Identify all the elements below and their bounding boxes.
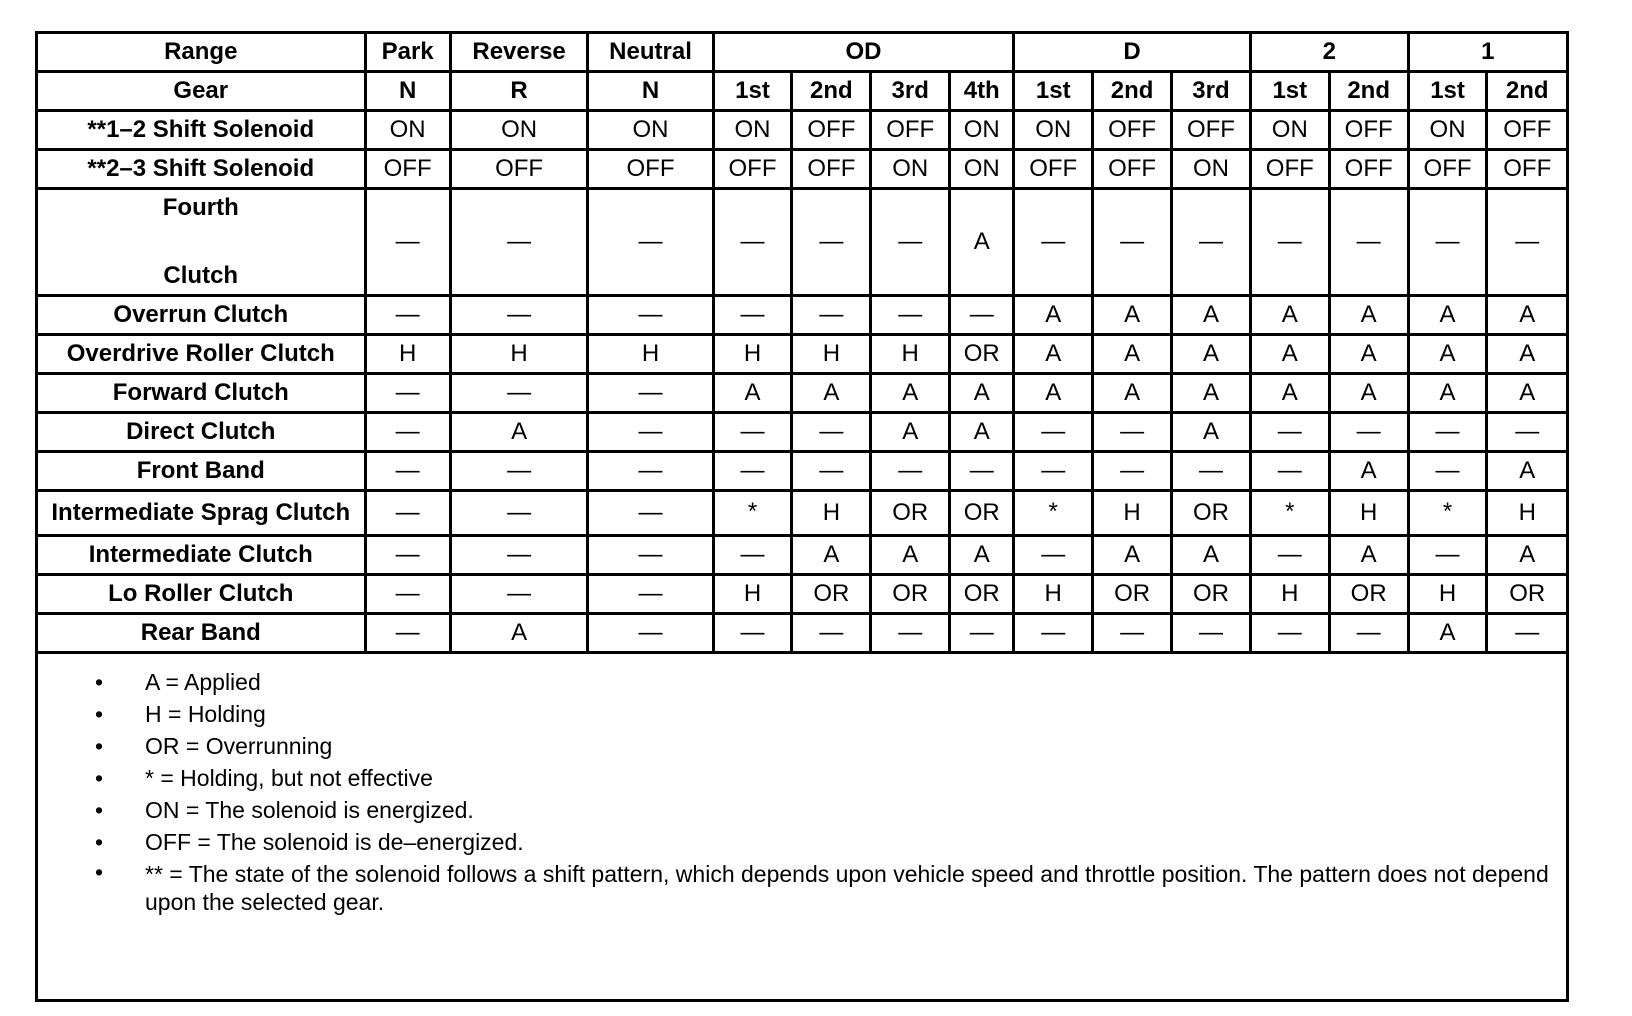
- state-cell: H: [1250, 575, 1329, 614]
- state-cell: OR: [950, 575, 1014, 614]
- state-cell: A: [1329, 335, 1408, 374]
- state-cell: A: [1487, 536, 1566, 575]
- component-label-stack: [38, 194, 364, 290]
- component-row: [38, 374, 1566, 413]
- state-cell: OFF: [1093, 111, 1172, 150]
- state-cell: *: [1250, 491, 1329, 536]
- range-group-header: Neutral: [588, 34, 713, 72]
- state-cell: H: [365, 335, 450, 374]
- state-cell: H: [871, 335, 950, 374]
- state-cell: H: [450, 335, 588, 374]
- state-cell: —: [450, 452, 588, 491]
- state-cell: —: [950, 614, 1014, 653]
- state-cell: A: [1487, 452, 1566, 491]
- state-cell: A: [1250, 296, 1329, 335]
- state-cell: OFF: [365, 150, 450, 189]
- state-cell: A: [1172, 296, 1251, 335]
- legend-item: [38, 794, 1566, 826]
- state-cell: —: [1329, 189, 1408, 296]
- state-cell: A: [1093, 536, 1172, 575]
- component-row: [38, 150, 1566, 189]
- range-header-label: Range: [38, 34, 365, 72]
- state-cell: —: [450, 575, 588, 614]
- state-cell: —: [871, 452, 950, 491]
- component-row: [38, 296, 1566, 335]
- component-label: Lo Roller Clutch: [38, 575, 365, 614]
- state-cell: —: [1250, 452, 1329, 491]
- gear-header-cell: 3rd: [871, 72, 950, 111]
- legend-text: H = Holding: [145, 701, 266, 727]
- range-group-header: 2: [1250, 34, 1408, 72]
- state-cell: —: [713, 536, 792, 575]
- legend-text: OFF = The solenoid is de–energized.: [145, 829, 524, 855]
- state-cell: —: [365, 452, 450, 491]
- gear-header-cell: 2nd: [1487, 72, 1566, 111]
- range-group-header: Reverse: [450, 34, 588, 72]
- component-row: [38, 614, 1566, 653]
- state-cell: ON: [1014, 111, 1093, 150]
- state-cell: —: [588, 374, 713, 413]
- state-cell: A: [1408, 614, 1487, 653]
- state-cell: —: [1172, 452, 1251, 491]
- gear-header-cell: 2nd: [1093, 72, 1172, 111]
- component-label: Forward Clutch: [38, 374, 365, 413]
- state-cell: A: [1172, 413, 1251, 452]
- state-cell: —: [1014, 189, 1093, 296]
- component-label: Overdrive Roller Clutch: [38, 335, 365, 374]
- component-row: [38, 491, 1566, 536]
- state-cell: —: [1093, 614, 1172, 653]
- state-cell: —: [792, 296, 871, 335]
- state-cell: A: [950, 536, 1014, 575]
- state-cell: —: [871, 189, 950, 296]
- state-cell: OFF: [792, 150, 871, 189]
- state-cell: —: [713, 614, 792, 653]
- state-cell: —: [365, 536, 450, 575]
- state-cell: OFF: [871, 111, 950, 150]
- state-cell: —: [1408, 452, 1487, 491]
- bullet-icon: •: [95, 733, 104, 759]
- state-cell: —: [1408, 413, 1487, 452]
- gear-header-cell: 1st: [1250, 72, 1329, 111]
- state-cell: —: [713, 452, 792, 491]
- bullet-icon: •: [95, 859, 104, 885]
- component-row: [38, 413, 1566, 452]
- state-cell: A: [950, 413, 1014, 452]
- state-cell: *: [1014, 491, 1093, 536]
- component-label: Intermediate Clutch: [38, 536, 365, 575]
- component-label-bottom: Clutch: [163, 262, 239, 289]
- state-cell: —: [365, 413, 450, 452]
- component-row: [38, 111, 1566, 150]
- state-cell: OR: [1093, 575, 1172, 614]
- state-cell: —: [588, 452, 713, 491]
- component-label: Rear Band: [38, 614, 365, 653]
- state-cell: —: [365, 575, 450, 614]
- state-cell: A: [1172, 374, 1251, 413]
- state-cell: —: [1487, 614, 1566, 653]
- bullet-icon: •: [95, 797, 104, 823]
- component-row: [38, 335, 1566, 374]
- shift-solenoid-application-chart: [35, 31, 1569, 1002]
- bullet-icon: •: [95, 765, 104, 791]
- state-cell: —: [871, 614, 950, 653]
- state-cell: OFF: [1250, 150, 1329, 189]
- state-cell: —: [365, 189, 450, 296]
- state-cell: A: [950, 374, 1014, 413]
- component-row: [38, 189, 1566, 296]
- state-cell: A: [1172, 335, 1251, 374]
- state-cell: ON: [365, 111, 450, 150]
- state-cell: OFF: [1408, 150, 1487, 189]
- state-cell: —: [1093, 413, 1172, 452]
- state-cell: —: [1250, 413, 1329, 452]
- state-cell: —: [365, 296, 450, 335]
- legend-text: * = Holding, but not effective: [145, 765, 433, 791]
- range-group-header: D: [1014, 34, 1251, 72]
- state-cell: A: [1487, 335, 1566, 374]
- state-cell: —: [1172, 614, 1251, 653]
- state-cell: OFF: [588, 150, 713, 189]
- state-cell: A: [1172, 536, 1251, 575]
- state-cell: OR: [950, 335, 1014, 374]
- state-cell: A: [1408, 335, 1487, 374]
- state-cell: A: [1250, 335, 1329, 374]
- state-cell: OR: [1487, 575, 1566, 614]
- state-cell: A: [871, 374, 950, 413]
- legend-item: [38, 762, 1566, 794]
- state-cell: A: [1014, 296, 1093, 335]
- state-cell: —: [588, 614, 713, 653]
- state-cell: —: [871, 296, 950, 335]
- state-cell: OR: [950, 491, 1014, 536]
- state-cell: —: [1487, 413, 1566, 452]
- state-cell: —: [1408, 189, 1487, 296]
- state-cell: A: [1250, 374, 1329, 413]
- state-cell: —: [1408, 536, 1487, 575]
- state-cell: A: [1014, 335, 1093, 374]
- state-cell: OR: [1172, 491, 1251, 536]
- state-cell: H: [1014, 575, 1093, 614]
- component-label-top: Fourth: [162, 194, 239, 221]
- state-cell: A: [1329, 452, 1408, 491]
- state-cell: —: [792, 189, 871, 296]
- state-cell: OFF: [1172, 111, 1251, 150]
- state-cell: A: [1014, 374, 1093, 413]
- state-cell: —: [1329, 413, 1408, 452]
- state-cell: —: [588, 189, 713, 296]
- state-cell: ON: [1250, 111, 1329, 150]
- state-cell: —: [588, 536, 713, 575]
- state-cell: H: [1408, 575, 1487, 614]
- state-cell: —: [450, 189, 588, 296]
- gear-header-cell: 1st: [1408, 72, 1487, 111]
- state-cell: ON: [713, 111, 792, 150]
- state-cell: —: [365, 374, 450, 413]
- state-cell: —: [1014, 452, 1093, 491]
- bullet-icon: •: [95, 829, 104, 855]
- range-row: [38, 34, 1566, 72]
- state-cell: OFF: [1487, 111, 1566, 150]
- state-cell: A: [450, 614, 588, 653]
- state-cell: A: [871, 413, 950, 452]
- state-cell: ON: [1172, 150, 1251, 189]
- gear-header-label: Gear: [38, 72, 365, 111]
- gear-row: [38, 72, 1566, 111]
- state-cell: —: [450, 491, 588, 536]
- state-cell: A: [1408, 374, 1487, 413]
- state-cell: —: [792, 614, 871, 653]
- gear-header-cell: 4th: [950, 72, 1014, 111]
- state-cell: OFF: [792, 111, 871, 150]
- state-cell: A: [1329, 296, 1408, 335]
- legend-notes: [38, 654, 1566, 916]
- gear-header-cell: 2nd: [1329, 72, 1408, 111]
- state-cell: —: [450, 374, 588, 413]
- state-cell: ON: [1408, 111, 1487, 150]
- state-cell: —: [950, 296, 1014, 335]
- state-cell: —: [588, 491, 713, 536]
- state-cell: —: [1329, 614, 1408, 653]
- state-cell: —: [588, 296, 713, 335]
- legend-list: [38, 666, 1566, 916]
- legend-text: ** = The state of the solenoid follows a shift pattern, which depends upon vehicle speed and throttle position. The pattern does not depend upon the selected gear.: [145, 861, 1549, 915]
- legend-item: [38, 858, 1566, 916]
- state-cell: —: [713, 296, 792, 335]
- state-cell: —: [1093, 189, 1172, 296]
- range-group-header: Park: [365, 34, 450, 72]
- gear-header-cell: 1st: [1014, 72, 1093, 111]
- legend-item: [38, 826, 1566, 858]
- state-cell: H: [713, 335, 792, 374]
- state-cell: —: [1014, 614, 1093, 653]
- state-cell: A: [1329, 374, 1408, 413]
- state-cell: A: [871, 536, 950, 575]
- state-cell: OFF: [1329, 111, 1408, 150]
- state-cell: A: [1093, 335, 1172, 374]
- component-row: [38, 536, 1566, 575]
- state-cell: —: [1250, 536, 1329, 575]
- state-cell: A: [950, 189, 1014, 296]
- state-cell: ON: [450, 111, 588, 150]
- state-cell: *: [1408, 491, 1487, 536]
- state-cell: ON: [950, 111, 1014, 150]
- state-cell: —: [713, 189, 792, 296]
- state-cell: H: [1329, 491, 1408, 536]
- state-cell: —: [792, 413, 871, 452]
- state-cell: H: [1487, 491, 1566, 536]
- component-label: Intermediate Sprag Clutch: [38, 491, 365, 536]
- state-cell: OFF: [1329, 150, 1408, 189]
- state-cell: —: [588, 413, 713, 452]
- gear-header-cell: 3rd: [1172, 72, 1251, 111]
- state-cell: —: [1487, 189, 1566, 296]
- gear-header-cell: 2nd: [792, 72, 871, 111]
- legend-item: [38, 666, 1566, 698]
- component-label: **1–2 Shift Solenoid: [38, 111, 365, 150]
- range-gear-table: [38, 34, 1566, 654]
- state-cell: A: [792, 536, 871, 575]
- state-cell: OFF: [1487, 150, 1566, 189]
- state-cell: A: [1093, 296, 1172, 335]
- state-cell: A: [792, 374, 871, 413]
- state-cell: A: [1329, 536, 1408, 575]
- state-cell: OR: [1329, 575, 1408, 614]
- state-cell: ON: [588, 111, 713, 150]
- state-cell: H: [1093, 491, 1172, 536]
- range-group-header: OD: [713, 34, 1014, 72]
- state-cell: —: [588, 575, 713, 614]
- state-cell: —: [1093, 452, 1172, 491]
- state-cell: A: [1487, 374, 1566, 413]
- state-cell: ON: [871, 150, 950, 189]
- state-cell: —: [450, 536, 588, 575]
- state-cell: A: [1093, 374, 1172, 413]
- component-row: [38, 452, 1566, 491]
- legend-item: [38, 698, 1566, 730]
- state-cell: A: [1487, 296, 1566, 335]
- state-cell: —: [792, 452, 871, 491]
- state-cell: —: [365, 614, 450, 653]
- bullet-icon: •: [95, 701, 104, 727]
- state-cell: OFF: [713, 150, 792, 189]
- state-cell: ON: [950, 150, 1014, 189]
- gear-header-cell: N: [365, 72, 450, 111]
- state-cell: OR: [1172, 575, 1251, 614]
- range-group-header: 1: [1408, 34, 1566, 72]
- component-label: Front Band: [38, 452, 365, 491]
- state-cell: —: [450, 296, 588, 335]
- state-cell: OFF: [450, 150, 588, 189]
- gear-header-cell: R: [450, 72, 588, 111]
- component-label: Overrun Clutch: [38, 296, 365, 335]
- state-cell: —: [713, 413, 792, 452]
- state-cell: OR: [792, 575, 871, 614]
- state-cell: —: [365, 491, 450, 536]
- component-label: Direct Clutch: [38, 413, 365, 452]
- bullet-icon: •: [95, 669, 104, 695]
- legend-text: ON = The solenoid is energized.: [145, 797, 474, 823]
- state-cell: OFF: [1014, 150, 1093, 189]
- legend-item: [38, 730, 1566, 762]
- state-cell: OR: [871, 491, 950, 536]
- state-cell: H: [792, 491, 871, 536]
- gear-header-cell: N: [588, 72, 713, 111]
- component-label: [38, 189, 365, 296]
- state-cell: A: [450, 413, 588, 452]
- state-cell: *: [713, 491, 792, 536]
- state-cell: —: [1250, 614, 1329, 653]
- state-cell: A: [1408, 296, 1487, 335]
- state-cell: H: [713, 575, 792, 614]
- component-row: [38, 575, 1566, 614]
- legend-text: OR = Overrunning: [145, 733, 333, 759]
- state-cell: —: [950, 452, 1014, 491]
- state-cell: H: [588, 335, 713, 374]
- state-cell: —: [1014, 413, 1093, 452]
- state-cell: OFF: [1093, 150, 1172, 189]
- state-cell: H: [792, 335, 871, 374]
- state-cell: —: [1014, 536, 1093, 575]
- state-cell: —: [1250, 189, 1329, 296]
- state-cell: A: [713, 374, 792, 413]
- state-cell: —: [1172, 189, 1251, 296]
- component-label: **2–3 Shift Solenoid: [38, 150, 365, 189]
- state-cell: OR: [871, 575, 950, 614]
- gear-header-cell: 1st: [713, 72, 792, 111]
- legend-text: A = Applied: [145, 669, 261, 695]
